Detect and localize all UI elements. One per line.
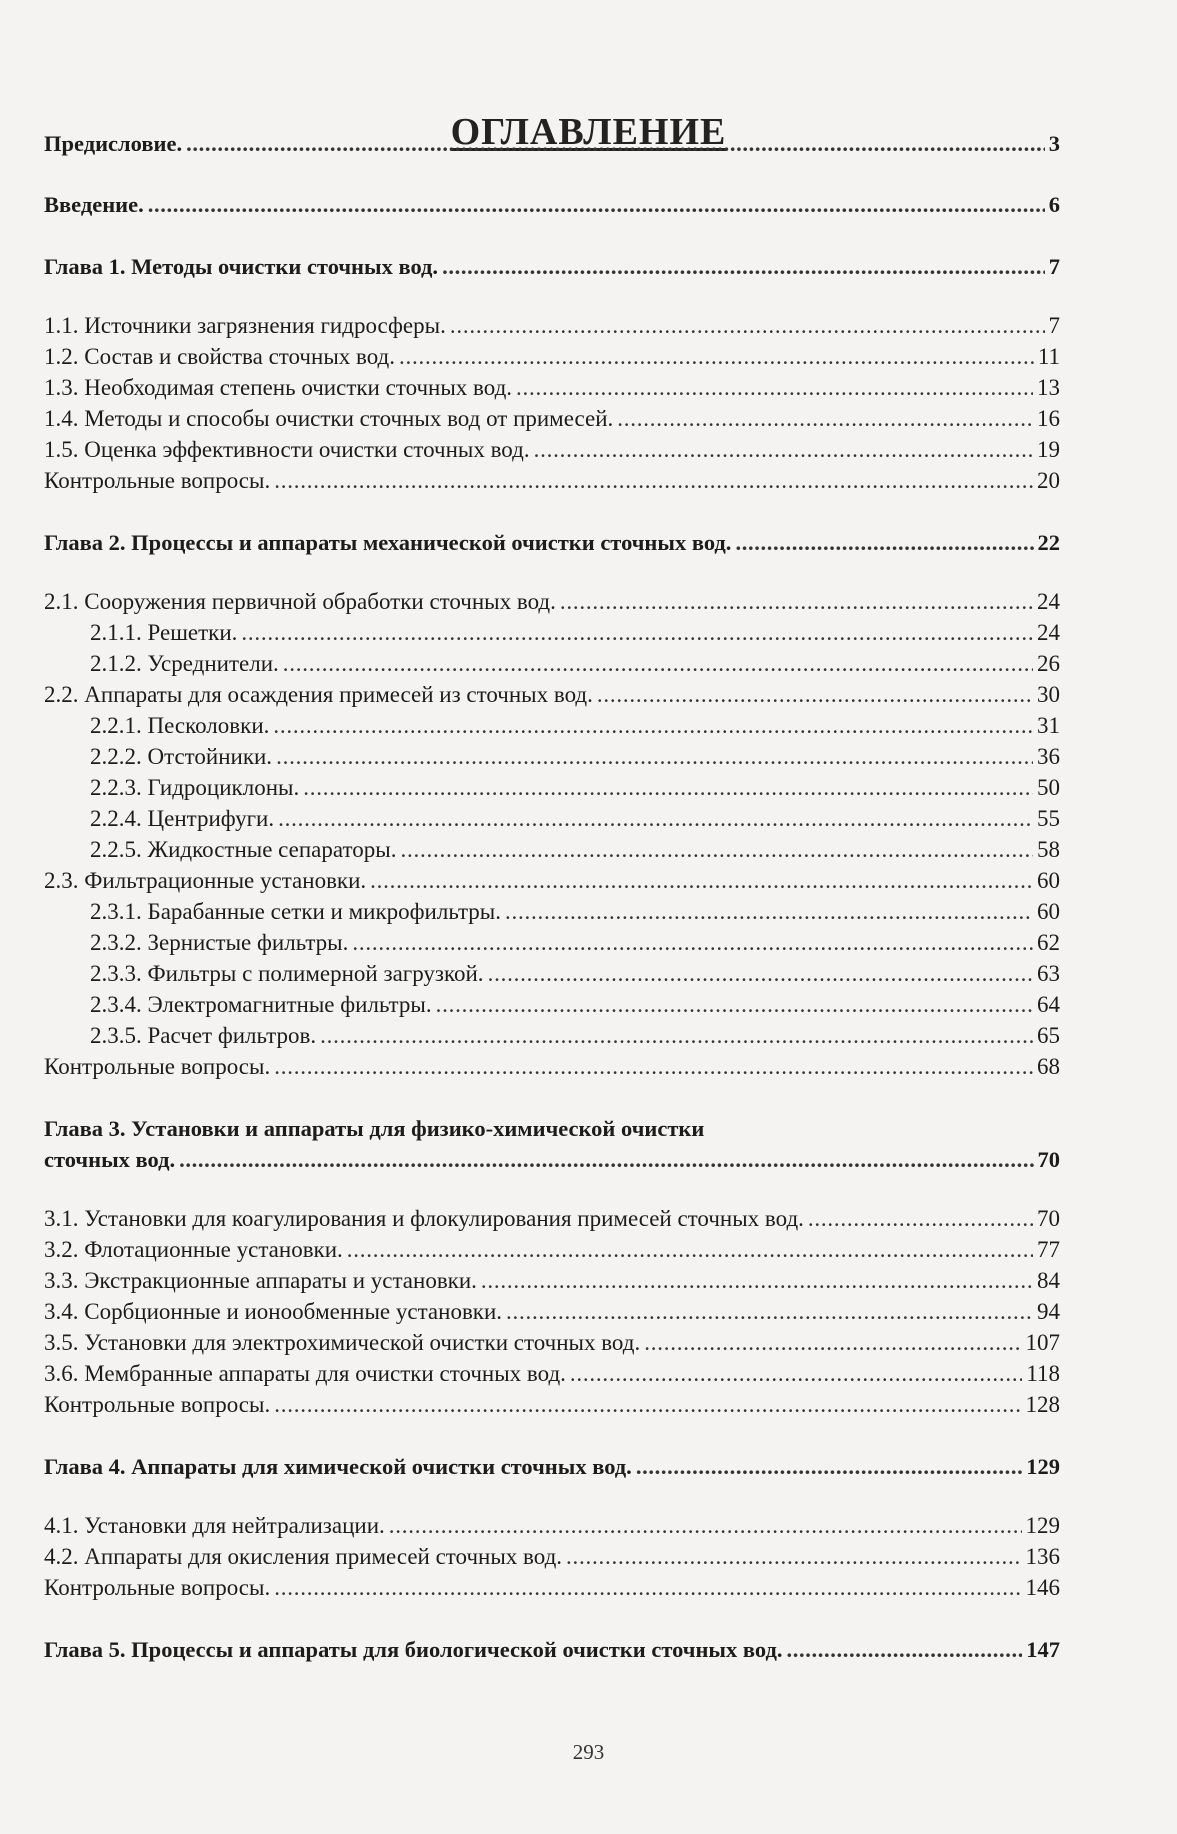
toc-leader-dots: [148, 191, 1045, 219]
toc-entry-label: 2.3.1. Барабанные сетки и микрофильтры.: [90, 899, 501, 924]
toc-entry: [90, 1022, 1060, 1050]
toc-entry: [44, 312, 1060, 340]
toc-entry-page: 136: [1025, 1544, 1060, 1569]
toc-leader-dots: [241, 619, 1033, 647]
toc-leader-dots: [370, 867, 1033, 895]
toc-entry-label: 2.3. Фильтрационные установки.: [44, 868, 367, 893]
toc-entry-page: 60: [1037, 868, 1060, 893]
toc-leader-dots: [274, 467, 1033, 495]
toc-leader-dots: [481, 1267, 1033, 1295]
toc-entry: [44, 343, 1060, 371]
toc-leader-dots: [278, 805, 1033, 833]
toc-entry: [44, 681, 1060, 709]
toc-entry-label: 2.2.5. Жидкостные сепараторы.: [90, 837, 397, 862]
toc-entry-page: 118: [1026, 1361, 1060, 1386]
toc-entry-page: 65: [1037, 1023, 1060, 1048]
toc-entry: [90, 712, 1060, 740]
toc-entry: [90, 836, 1060, 864]
toc-entry-page: 19: [1037, 437, 1060, 462]
toc-entry-label: 2.3.2. Зернистые фильтры.: [90, 930, 349, 955]
toc-leader-dots: [274, 1053, 1033, 1081]
toc-leader-dots: [179, 1146, 1033, 1174]
toc-entry-page: 60: [1037, 899, 1060, 924]
toc-entry-page: 55: [1037, 806, 1060, 831]
toc-entry-page: 128: [1025, 1392, 1060, 1417]
toc-leader-dots: [352, 929, 1033, 957]
toc-leader-dots: [488, 960, 1033, 988]
toc-leader-dots: [534, 436, 1033, 464]
toc-entry-label: 3.4. Сорбционные и ионообменные установки.: [44, 1299, 503, 1324]
toc-entry-label: 1.4. Методы и способы очистки сточных вод от примесей.: [44, 406, 614, 431]
toc-entry-page: 31: [1037, 713, 1060, 738]
toc-leader-dots: [808, 1205, 1033, 1233]
page-title: ОГЛАВЛЕНИЕ: [450, 111, 727, 153]
toc-entry-page: 13: [1037, 375, 1060, 400]
toc-entry-page: 26: [1037, 651, 1060, 676]
toc-entry-page: 107: [1025, 1330, 1060, 1355]
toc-entry: [44, 405, 1060, 433]
toc-entry-label: 4.2. Аппараты для окисления примесей сточных вод.: [44, 1544, 563, 1569]
toc-entry-label: сточных вод.: [44, 1147, 176, 1172]
toc-entry-page: 94: [1037, 1299, 1060, 1324]
toc-entry-page: 77: [1037, 1237, 1060, 1262]
toc-entry-page: 24: [1037, 589, 1060, 614]
page-number: 293: [572, 1740, 605, 1764]
toc-entry: [44, 1636, 1060, 1664]
toc-entry-page: 63: [1037, 961, 1060, 986]
toc-entry-page: 24: [1037, 620, 1060, 645]
toc-entry: [44, 1236, 1060, 1264]
toc-leader-dots: [320, 1022, 1033, 1050]
toc-entry: [44, 1205, 1060, 1233]
toc-entry-label: 2.2.2. Отстойники.: [90, 744, 273, 769]
toc-entry: [44, 1543, 1060, 1571]
toc-entry-page: 30: [1037, 682, 1060, 707]
toc-leader-dots: [399, 343, 1034, 371]
toc-entry: [44, 1267, 1060, 1295]
toc-entry: [44, 867, 1060, 895]
toc-leader-dots: [347, 1236, 1033, 1264]
toc-entry-label: Контрольные вопросы.: [44, 1054, 271, 1079]
toc-entry-page: 64: [1037, 992, 1060, 1017]
toc-entry-label: Введение.: [44, 192, 144, 217]
toc-entry: [44, 467, 1060, 495]
toc-leader-dots: [636, 1453, 1022, 1481]
toc-entry-page: 146: [1025, 1575, 1060, 1600]
toc-entry-page: 68: [1037, 1054, 1060, 1079]
toc-entry-label: Контрольные вопросы.: [44, 1575, 271, 1600]
toc-entry: [90, 743, 1060, 771]
toc-entry-page: 70: [1037, 1206, 1060, 1231]
toc-entry-label: 3.6. Мембранные аппараты для очистки сточных вод.: [44, 1361, 566, 1386]
toc-entry-page: 147: [1026, 1637, 1060, 1662]
toc-entry: [44, 1146, 1060, 1174]
toc-leader-dots: [566, 1543, 1021, 1571]
toc-leader-dots: [283, 650, 1033, 678]
toc-entry-page: 22: [1037, 530, 1060, 555]
toc-leader-dots: [303, 774, 1033, 802]
toc-leader-dots: [735, 529, 1033, 557]
toc-entry-label: 2.2.4. Центрифуги.: [90, 806, 275, 831]
chapter-3-heading-line1: Глава 3. Установки и аппараты для физико-химической очистки: [44, 1116, 705, 1141]
toc-entry-page: 62: [1037, 930, 1060, 955]
toc-leader-dots: [436, 991, 1033, 1019]
toc-leader-dots: [274, 1391, 1021, 1419]
toc-leader-dots: [786, 1636, 1022, 1664]
toc-entry-label: 2.3.3. Фильтры с полимерной загрузкой.: [90, 961, 484, 986]
toc-entry-label: Предисловие.: [44, 131, 183, 156]
toc-leader-dots: [570, 1360, 1022, 1388]
toc-leader-dots: [450, 312, 1045, 340]
toc-entry-label: 1.5. Оценка эффективности очистки сточных вод.: [44, 437, 530, 462]
toc-entry-label: Глава 1. Методы очистки сточных вод.: [44, 254, 439, 279]
toc-entry-page: 7: [1048, 254, 1060, 279]
toc-entry: [44, 1574, 1060, 1602]
toc-entry-label: 2.3.4. Электромагнитные фильтры.: [90, 992, 432, 1017]
toc-entry-page: 11: [1037, 344, 1060, 369]
toc-entry-label: 3.5. Установки для электрохимической очистки сточных вод.: [44, 1330, 641, 1355]
toc-entry-page: 58: [1037, 837, 1060, 862]
toc-entry-label: Глава 5. Процессы и аппараты для биологической очистки сточных вод.: [44, 1637, 783, 1662]
toc-entry: [90, 898, 1060, 926]
toc-entry: [44, 529, 1060, 557]
toc-entry: [44, 253, 1060, 281]
toc-leader-dots: [400, 836, 1033, 864]
toc-entry-label: 2.1.1. Решетки.: [90, 620, 238, 645]
toc-entry: [44, 374, 1060, 402]
toc-entry-page: 36: [1037, 744, 1060, 769]
toc-leader-dots: [505, 898, 1033, 926]
toc-entry: [90, 805, 1060, 833]
toc-entry: [90, 929, 1060, 957]
toc-entry-label: 3.2. Флотационные установки.: [44, 1237, 343, 1262]
toc-entry-label: 2.1.2. Усреднители.: [90, 651, 279, 676]
toc-leader-dots: [597, 681, 1033, 709]
toc-entry: [44, 1329, 1060, 1357]
toc-entry-label: 2.1. Сооружения первичной обработки сточных вод.: [44, 589, 556, 614]
toc-entry-page: 7: [1048, 313, 1060, 338]
toc-leader-dots: [273, 712, 1033, 740]
toc-leader-dots: [506, 1298, 1033, 1326]
toc-entry: [44, 1053, 1060, 1081]
toc-leader-dots: [644, 1329, 1021, 1357]
toc-entry-label: Глава 2. Процессы и аппараты механической очистки сточных вод.: [44, 530, 732, 555]
toc-leader-dots: [186, 130, 1045, 158]
toc-entry: [90, 991, 1060, 1019]
toc-entry: [44, 130, 1060, 158]
toc-entry-label: 2.2.1. Песколовки.: [90, 713, 270, 738]
toc-entry: [90, 774, 1060, 802]
toc-entry: [44, 1453, 1060, 1481]
toc-leader-dots: [442, 253, 1045, 281]
toc-entry-page: 16: [1037, 406, 1060, 431]
toc-entry-page: 50: [1037, 775, 1060, 800]
toc-entry-label: Контрольные вопросы.: [44, 468, 271, 493]
toc-entry-label: 2.2.3. Гидроциклоны.: [90, 775, 300, 800]
toc-entry: [90, 619, 1060, 647]
toc-entry: [44, 1391, 1060, 1419]
toc-entry-label: 1.3. Необходимая степень очистки сточных вод.: [44, 375, 513, 400]
toc-entry: [44, 1512, 1060, 1540]
toc-entry-label: Контрольные вопросы.: [44, 1392, 271, 1417]
toc-entry-label: 1.2. Состав и свойства сточных вод.: [44, 344, 396, 369]
toc-entry-label: Глава 4. Аппараты для химической очистки сточных вод.: [44, 1454, 632, 1479]
toc-entry-page: 84: [1037, 1268, 1060, 1293]
toc-leader-dots: [274, 1574, 1021, 1602]
toc-entry-label: 4.1. Установки для нейтрализации.: [44, 1513, 385, 1538]
toc-entry: [90, 960, 1060, 988]
toc-leader-dots: [560, 588, 1033, 616]
toc-entry-page: 20: [1037, 468, 1060, 493]
toc-leader-dots: [276, 743, 1033, 771]
toc-entry-page: 129: [1025, 1513, 1060, 1538]
toc-entry-label: 1.1. Источники загрязнения гидросферы.: [44, 313, 446, 338]
toc-entry-page: 3: [1048, 131, 1060, 156]
toc-entry-page: 6: [1048, 192, 1060, 217]
toc-entry: [44, 588, 1060, 616]
toc-entry-label: 2.3.5. Расчет фильтров.: [90, 1023, 317, 1048]
toc-entry: [90, 650, 1060, 678]
toc-entry-label: 3.1. Установки для коагулирования и флокулирования примесей сточных вод.: [44, 1206, 804, 1231]
toc-entry: [44, 1298, 1060, 1326]
toc-entry-label: 2.2. Аппараты для осаждения примесей из сточных вод.: [44, 682, 593, 707]
toc-leader-dots: [389, 1512, 1022, 1540]
toc-entry-page: 129: [1026, 1454, 1060, 1479]
toc-leader-dots: [516, 374, 1033, 402]
toc-entry-label: 3.3. Экстракционные аппараты и установки.: [44, 1268, 477, 1293]
toc-entry: [44, 1360, 1060, 1388]
toc-entry: [44, 436, 1060, 464]
toc-leader-dots: [617, 405, 1033, 433]
toc-entry-page: 70: [1037, 1147, 1060, 1172]
toc-entry: [44, 191, 1060, 219]
